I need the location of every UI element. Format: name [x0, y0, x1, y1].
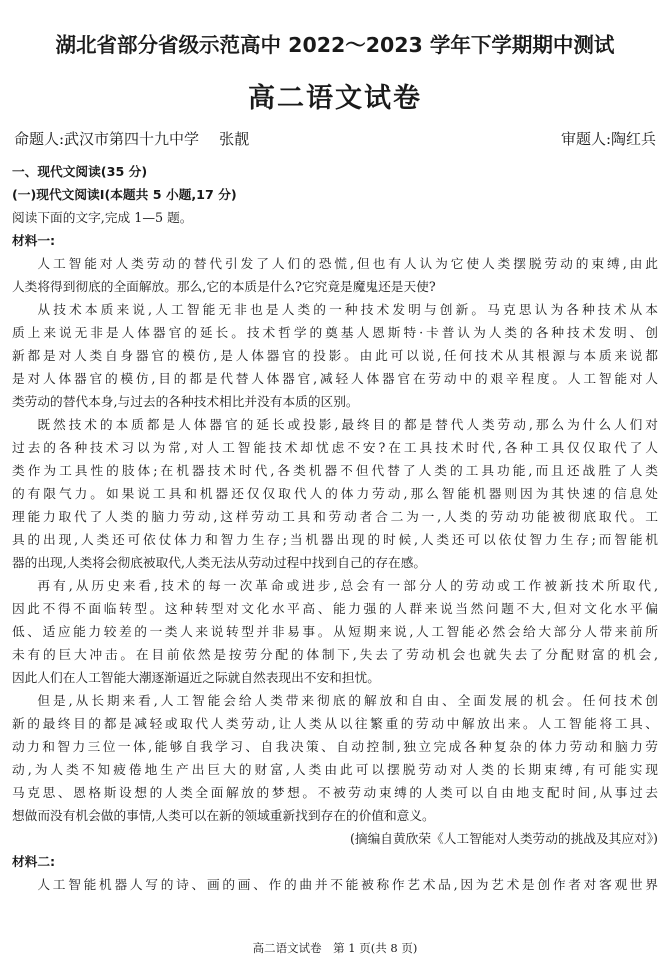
- text-line: 因此人们在人工智能大潮逐渐逼近之际就自然表现出不安和担忧。: [12, 670, 380, 685]
- material-2-paragraph-1: [12, 873, 658, 896]
- material-1-paragraph-2: [12, 298, 658, 413]
- text-line: 马克思、恩格斯设想的人类全面解放的梦想。不被劳动束缚的人类可以自由地支配时间,从事过去: [12, 785, 658, 800]
- reading-instruction: 阅读下面的文字,完成 1—5 题。: [12, 210, 193, 225]
- exam-title: 湖北省部分省级示范高中 2022～2023 学年下学期期中测试: [55, 33, 615, 57]
- text-line: 动力和智力三位一体,能够自我学习、自我决策、自动控制,独立完成各种复杂的体力劳动和脑力劳: [12, 739, 658, 754]
- exam-body: [12, 160, 658, 896]
- text-line: 人工智能机器人写的诗、画的画、作的曲并不能被称作艺术品,因为艺术是创作者对客观世界: [37, 877, 658, 892]
- text-line: 再有,从历史来看,技术的每一次革命或进步,总会有一部分人的劳动或工作被新技术所取代,: [37, 578, 658, 593]
- text-line: 理能力取代了人类的脑力劳动,这样劳动工具和劳动者合二为一,人类的劳动功能被彻底取代。工: [12, 509, 658, 524]
- text-line: 人类将得到彻底的全面解放。那么,它的本质是什么?它究竟是魔鬼还是天使?: [12, 279, 436, 294]
- text-line: 质上来说无非是人体器官的延长。技术哲学的奠基人恩斯特·卡普认为人类的各种技术发明、创: [12, 325, 658, 340]
- section-heading: 一、现代文阅读(35 分): [12, 164, 148, 179]
- text-line: 未有的巨大冲击。在目前依然是按劳分配的体制下,失去了劳动机会也就失去了分配财富的机会,: [12, 647, 658, 662]
- material-1-paragraph-5: [12, 689, 658, 827]
- question-setter-name: 张靓: [219, 130, 250, 148]
- text-line: 过去的各种技术习以为常,对人工智能技术却忧虑不安?在工具技术时代,各种工具仅仅取代了人: [12, 440, 658, 455]
- text-line: 是对人体器官的模仿,目的都是代替人体器官,减轻人体器官在劳动中的艰辛程度。人工智能对人: [12, 371, 658, 386]
- text-line: 类劳动的替代本身,与过去的各种技术相比并没有本质的区别。: [12, 394, 359, 409]
- text-line: 人工智能对人类劳动的替代引发了人们的恐慌,但也有人认为它使人类摆脱劳动的束缚,由此: [37, 256, 658, 271]
- material-1-paragraph-4: [12, 574, 658, 689]
- text-line: 具的出现,人类还可依仗体力和智力生存;当机器出现的时候,人类还可以依仗智力生存;而智能机: [12, 532, 658, 547]
- text-line: 新都是对人类自身器官的模仿,是人体器官的投影。由此可以说,任何技术从其根源与本质来说都: [12, 348, 658, 363]
- material-1-paragraph-3: [12, 413, 658, 574]
- material-1-source: (摘编自黄欣荣《人工智能对人类劳动的挑战及其应对》): [349, 831, 658, 846]
- reviewer: 审题人:陶红兵: [560, 130, 656, 148]
- subsection-heading: (一)现代文阅读Ⅰ(本题共 5 小题,17 分): [12, 187, 237, 202]
- exam-subtitle: 高二语文试卷: [248, 83, 422, 114]
- text-line: 低、适应能力较差的一类人来说转型并非易事。从短期来说,人工智能必然会给大部分人带来前所: [12, 624, 658, 639]
- text-line: 既然技术的本质都是人体器官的延长或投影,最终目的都是替代人类劳动,那么为什么人们对: [37, 417, 658, 432]
- text-line: 新的最终目的都是减轻或取代人类劳动,让人类从以往繁重的劳动中解放出来。人工智能将工具、: [12, 716, 658, 731]
- text-line: 的有限气力。如果说工具和机器还仅仅取代人的体力劳动,那么智能机器则因为其快速的信息处: [12, 486, 658, 501]
- text-line: 但是,从长期来看,人工智能会给人类带来彻底的解放和自由、全面发展的机会。任何技术创: [37, 693, 658, 708]
- material-2-label: 材料二:: [12, 854, 56, 869]
- text-line: 想做而没有机会做的事情,人类可以在新的领域重新找到存在的价值和意义。: [12, 808, 435, 823]
- question-setter-school: 命题人:武汉市第四十九中学: [14, 130, 200, 148]
- material-1-paragraph-1: [12, 252, 658, 298]
- page-footer: 高二语文试卷 第 1 页(共 8 页): [252, 941, 418, 955]
- text-line: 动,为人类不知疲倦地生产出巨大的财富,人类由此可以摆脱劳动对人类的长期束缚,有可能实现: [12, 762, 658, 777]
- text-line: 因此不得不面临转型。这种转型对文化水平高、能力强的人群来说当然问题不大,但对文化水平偏: [12, 601, 658, 616]
- question-setter: [14, 128, 249, 149]
- text-line: 从技术本质来说,人工智能无非也是人类的一种技术发明与创新。马克思认为各种技术从本: [37, 302, 658, 317]
- text-line: 器的出现,人类将会彻底被取代,人类无法从劳动过程中找到自己的存在感。: [12, 555, 427, 570]
- material-1-label: 材料一:: [12, 233, 56, 248]
- text-line: 类作为工具性的肢体;在机器技术时代,各类机器不但代替了人类的工具功能,而且还战胜了人类: [12, 463, 658, 478]
